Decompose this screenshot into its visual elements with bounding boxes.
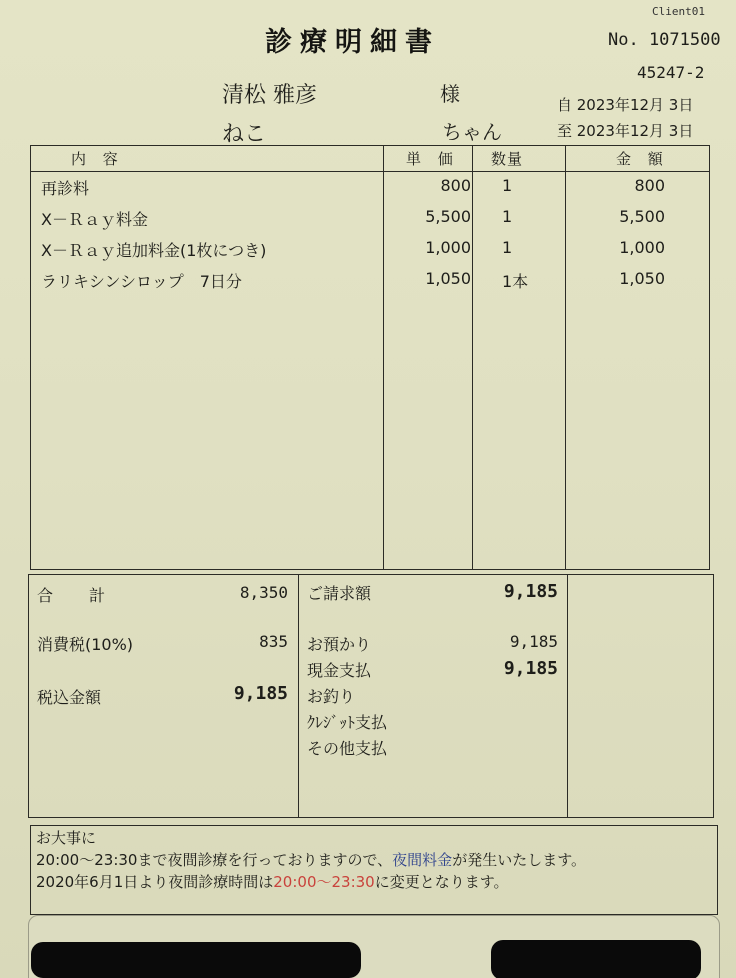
taxed-total-value: 9,185 [233, 683, 288, 704]
header-divider [31, 171, 709, 172]
notice-heading: お大事に [36, 829, 97, 847]
item-amount: 5,500 [619, 207, 665, 226]
notice-line-1 [36, 849, 586, 870]
item-name: X－Ｒａｙ追加料金(1枚につき) [41, 241, 267, 260]
notice-text: 20:00～23:30まで夜間診療を行っておりますので、 [36, 851, 393, 869]
night-hours-highlight: 20:00～23:30 [273, 873, 375, 891]
change-label: お釣り [307, 687, 356, 706]
item-name: ラリキシンシロップ 7日分 [41, 272, 242, 291]
document-title: 診療明細書 [265, 27, 440, 58]
table-row [31, 207, 709, 237]
billed-label: ご請求額 [307, 584, 372, 603]
item-amount: 1,050 [619, 269, 665, 288]
totals-divider [298, 575, 299, 817]
notice-text: 2020年6月1日より夜間診療時間は [36, 873, 274, 891]
item-amount: 1,000 [619, 238, 665, 257]
client-id: Client01 [652, 5, 705, 18]
deposit-value: 9,185 [509, 632, 558, 651]
item-amount: 800 [634, 176, 665, 195]
items-table [30, 145, 710, 570]
header-content: 内 容 [71, 150, 124, 168]
table-row [31, 269, 709, 299]
owner-suffix: 様 [440, 82, 460, 106]
item-price: 1,050 [425, 269, 471, 288]
date-to: 至 2023年12月 3日 [557, 122, 694, 140]
date-from: 自 2023年12月 3日 [557, 96, 694, 114]
pet-suffix: ちゃん [442, 120, 502, 144]
item-qty: 1 [502, 207, 513, 226]
credit-label: ｸﾚｼﾞｯﾄ支払 [307, 713, 388, 732]
registration-number: 45247-2 [637, 63, 705, 82]
night-fee-highlight: 夜間料金 [392, 851, 453, 869]
cash-label: 現金支払 [307, 661, 372, 680]
pet-name: ねこ [222, 122, 267, 147]
tax-label: 消費税(10%) [37, 635, 134, 654]
totals-box [28, 574, 714, 818]
item-price: 800 [440, 176, 471, 195]
owner-name: 清松 雅彦 [222, 83, 317, 108]
item-name: X－Ｒａｙ料金 [41, 210, 148, 229]
header-quantity: 数量 [491, 150, 524, 168]
item-qty: 1 [502, 176, 513, 195]
item-name: 再診料 [41, 179, 90, 198]
table-row [31, 176, 709, 206]
item-price: 1,000 [425, 238, 471, 257]
header-amount: 金 額 [616, 150, 669, 168]
billed-value: 9,185 [503, 581, 558, 602]
document-number: No. 1071500 [608, 30, 721, 50]
item-qty: 1本 [502, 272, 529, 291]
notice-line-2 [36, 871, 509, 892]
item-price: 5,500 [425, 207, 471, 226]
redaction-bar [31, 942, 361, 978]
notice-box [30, 825, 718, 915]
subtotal-label: 合 計 [37, 586, 116, 605]
notice-text: に変更となります。 [374, 873, 509, 891]
redaction-bar [491, 940, 701, 978]
table-row [31, 238, 709, 268]
notice-text: が発生いたします。 [452, 851, 586, 869]
other-payment-label: その他支払 [307, 739, 388, 758]
item-qty: 1 [502, 238, 513, 257]
taxed-total-label: 税込金額 [37, 688, 102, 707]
totals-divider [567, 575, 568, 817]
bottom-card [28, 915, 720, 978]
deposit-label: お預かり [307, 635, 372, 654]
subtotal-value: 8,350 [239, 583, 288, 602]
tax-value: 835 [259, 632, 288, 651]
header-unit-price: 単 価 [406, 150, 459, 168]
cash-value: 9,185 [503, 658, 558, 679]
